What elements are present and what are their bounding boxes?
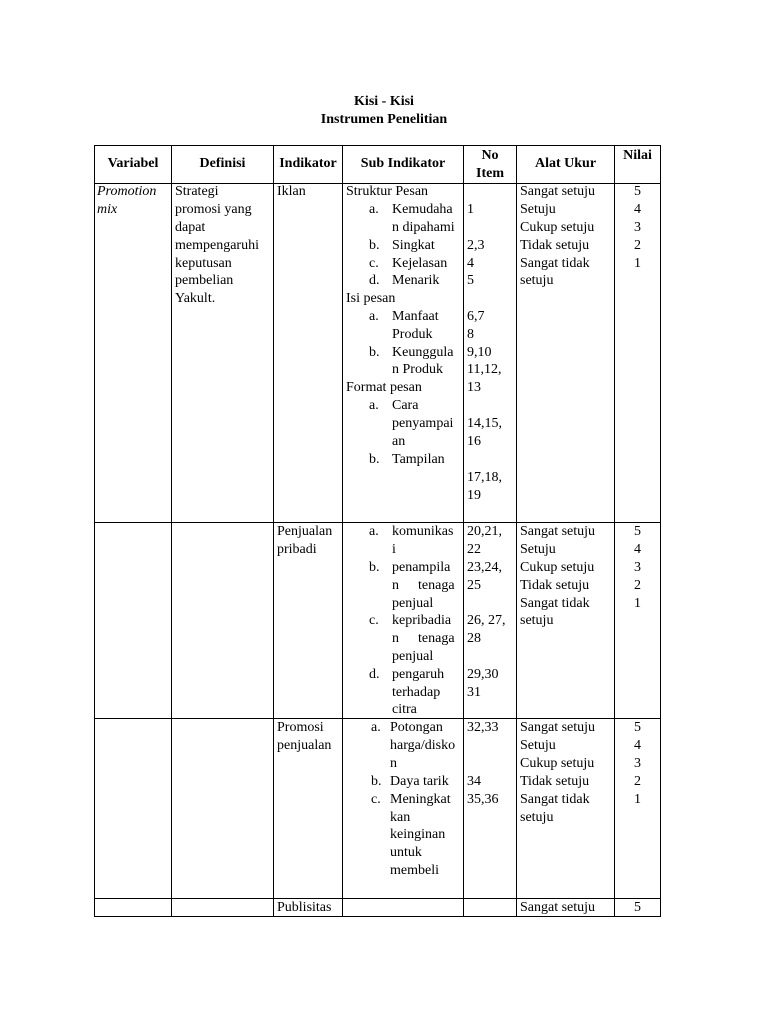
list-marker: a. [369, 202, 379, 217]
list-marker: c. [371, 792, 381, 807]
definisi-line: promosi yang [175, 202, 252, 217]
sub-item: Meningkat [390, 792, 451, 807]
indikator-publisitas: Publisitas [277, 900, 332, 915]
sub-item: Kemudaha [392, 202, 453, 217]
definisi-line: pembelian [175, 273, 234, 288]
sub-item: Menarik [392, 273, 440, 288]
nilai-value: 2 [634, 238, 641, 253]
list-marker: d. [369, 273, 380, 288]
definisi-line: keputusan [175, 256, 232, 271]
sub-item: Singkat [392, 238, 435, 253]
indikator-promosi-penjualan: penjualan [277, 738, 332, 753]
sub-item: Produk [392, 327, 433, 342]
item-number: 13 [467, 380, 481, 395]
sub-item: terhadap [392, 685, 441, 700]
alat-ukur-option: Cukup setuju [520, 560, 595, 575]
list-marker: b. [369, 452, 380, 467]
sub-item: Keunggula [392, 345, 454, 360]
item-number: 16 [467, 434, 481, 449]
title-line-2: Instrumen Penelitian [320, 112, 448, 127]
item-number: 25 [467, 578, 481, 593]
nilai-value: 4 [634, 738, 641, 753]
nilai-value: 1 [634, 792, 641, 807]
list-marker: b. [369, 560, 380, 575]
sub-item: tenaga [418, 578, 455, 593]
item-number: 22 [467, 542, 481, 557]
list-marker: a. [369, 309, 379, 324]
nilai-value: 3 [634, 220, 641, 235]
sub-item: n [390, 756, 397, 771]
definisi-line: dapat [175, 220, 206, 235]
item-number: 31 [467, 685, 481, 700]
alat-ukur-option: Sangat tidak [520, 792, 590, 807]
alat-ukur-option: Setuju [520, 542, 556, 557]
sub-item: an [392, 434, 406, 449]
alat-ukur-option: Tidak setuju [520, 774, 590, 789]
alat-ukur-option: Sangat tidak [520, 596, 590, 611]
header-indikator: Indikator [279, 156, 337, 171]
sub-item: kepribadia [392, 613, 452, 628]
item-number: 2,3 [467, 238, 485, 253]
alat-ukur-option: Tidak setuju [520, 238, 590, 253]
sub-item: penjual [392, 649, 434, 664]
sub-item: Manfaat [392, 309, 439, 324]
nilai-value: 2 [634, 578, 641, 593]
item-number: 28 [467, 631, 481, 646]
item-number: 5 [467, 273, 474, 288]
sub-item: penampila [392, 560, 451, 575]
sub-item: pengaruh [392, 667, 445, 682]
alat-ukur-option: setuju [520, 613, 554, 628]
indikator-iklan: Iklan [277, 184, 306, 199]
sub-item: Tampilan [392, 452, 445, 467]
item-number: 9,10 [467, 345, 492, 360]
alat-ukur-option: Setuju [520, 202, 556, 217]
list-marker: a. [369, 398, 379, 413]
list-marker: a. [371, 720, 381, 735]
header-alat-ukur: Alat Ukur [534, 156, 597, 171]
list-marker: b. [369, 238, 380, 253]
sub-item: Kejelasan [392, 256, 448, 271]
item-number: 29,30 [467, 667, 499, 682]
variabel-line: mix [97, 202, 118, 217]
sub-group-label: Isi pesan [346, 291, 396, 306]
item-number: 35,36 [467, 792, 499, 807]
sub-item: keinginan [390, 827, 446, 842]
list-marker: b. [369, 345, 380, 360]
sub-item: n Produk [392, 362, 443, 377]
list-marker: a. [369, 524, 379, 539]
item-number: 34 [467, 774, 481, 789]
header-variabel: Variabel [107, 156, 159, 171]
item-number: 19 [467, 488, 481, 503]
header-no: No [481, 148, 499, 163]
nilai-value: 5 [634, 184, 641, 199]
alat-ukur-option: Cukup setuju [520, 220, 595, 235]
item-number: 4 [467, 256, 474, 271]
list-marker: b. [371, 774, 382, 789]
nilai-value: 1 [634, 596, 641, 611]
nilai-value: 3 [634, 756, 641, 771]
sub-item: citra [392, 702, 417, 717]
list-marker: c. [369, 613, 379, 628]
title-line-1: Kisi - Kisi [354, 94, 414, 109]
sub-item: membeli [390, 863, 439, 878]
alat-ukur-option: Sangat setuju [520, 184, 596, 199]
sub-item: Potongan [390, 720, 443, 735]
item-number: 14,15, [467, 416, 502, 431]
header-nilai: Nilai [623, 148, 652, 163]
item-number: 6,7 [467, 309, 485, 324]
sub-item: penjual [392, 596, 434, 611]
sub-item: n dipahami [392, 220, 455, 235]
sub-item: tenaga [418, 631, 455, 646]
indikator-penjualan-pribadi: pribadi [277, 542, 317, 557]
sub-item: n [392, 578, 399, 593]
list-marker: d. [369, 667, 380, 682]
item-number: 1 [467, 202, 474, 217]
alat-ukur-option: setuju [520, 273, 554, 288]
indikator-penjualan-pribadi: Penjualan [277, 524, 333, 539]
alat-ukur-option: Sangat setuju [520, 524, 596, 539]
nilai-value: 5 [634, 720, 641, 735]
sub-item: n [392, 631, 399, 646]
item-number: 11,12, [467, 362, 502, 377]
sub-item: Daya tarik [390, 774, 449, 789]
sub-item: i [392, 542, 396, 557]
alat-ukur-option: Setuju [520, 738, 556, 753]
header-item: Item [476, 166, 504, 181]
list-marker: c. [369, 256, 379, 271]
nilai-value: 5 [634, 900, 641, 915]
nilai-value: 1 [634, 256, 641, 271]
alat-ukur-option: Sangat tidak [520, 256, 590, 271]
alat-ukur-option: Sangat setuju [520, 900, 596, 915]
alat-ukur-option: Tidak setuju [520, 578, 590, 593]
definisi-line: Strategi [175, 184, 219, 199]
sub-item: Cara [392, 398, 419, 413]
sub-item: untuk [390, 845, 422, 860]
alat-ukur-option: Sangat setuju [520, 720, 596, 735]
item-number: 26, 27, [467, 613, 506, 628]
sub-group-label: Struktur Pesan [346, 184, 429, 199]
alat-ukur-option: Cukup setuju [520, 756, 595, 771]
nilai-value: 5 [634, 524, 641, 539]
nilai-value: 3 [634, 560, 641, 575]
nilai-value: 2 [634, 774, 641, 789]
nilai-value: 4 [634, 542, 641, 557]
sub-item: penyampai [392, 416, 454, 431]
header-definisi: Definisi [199, 156, 246, 171]
item-number: 20,21, [467, 524, 502, 539]
sub-item: harga/disko [390, 738, 456, 753]
alat-ukur-option: setuju [520, 810, 554, 825]
sub-item: kan [390, 810, 411, 825]
nilai-value: 4 [634, 202, 641, 217]
sub-item: komunikas [392, 524, 454, 539]
indikator-promosi-penjualan: Promosi [277, 720, 324, 735]
header-sub-indikator: Sub Indikator [360, 156, 446, 171]
item-number: 32,33 [467, 720, 499, 735]
item-number: 17,18, [467, 470, 502, 485]
item-number: 23,24, [467, 560, 502, 575]
definisi-line: mempengaruhi [175, 238, 259, 253]
variabel-line: Promotion [97, 184, 157, 199]
item-number: 8 [467, 327, 474, 342]
sub-group-label: Format pesan [346, 380, 422, 395]
definisi-line: Yakult. [175, 291, 216, 306]
